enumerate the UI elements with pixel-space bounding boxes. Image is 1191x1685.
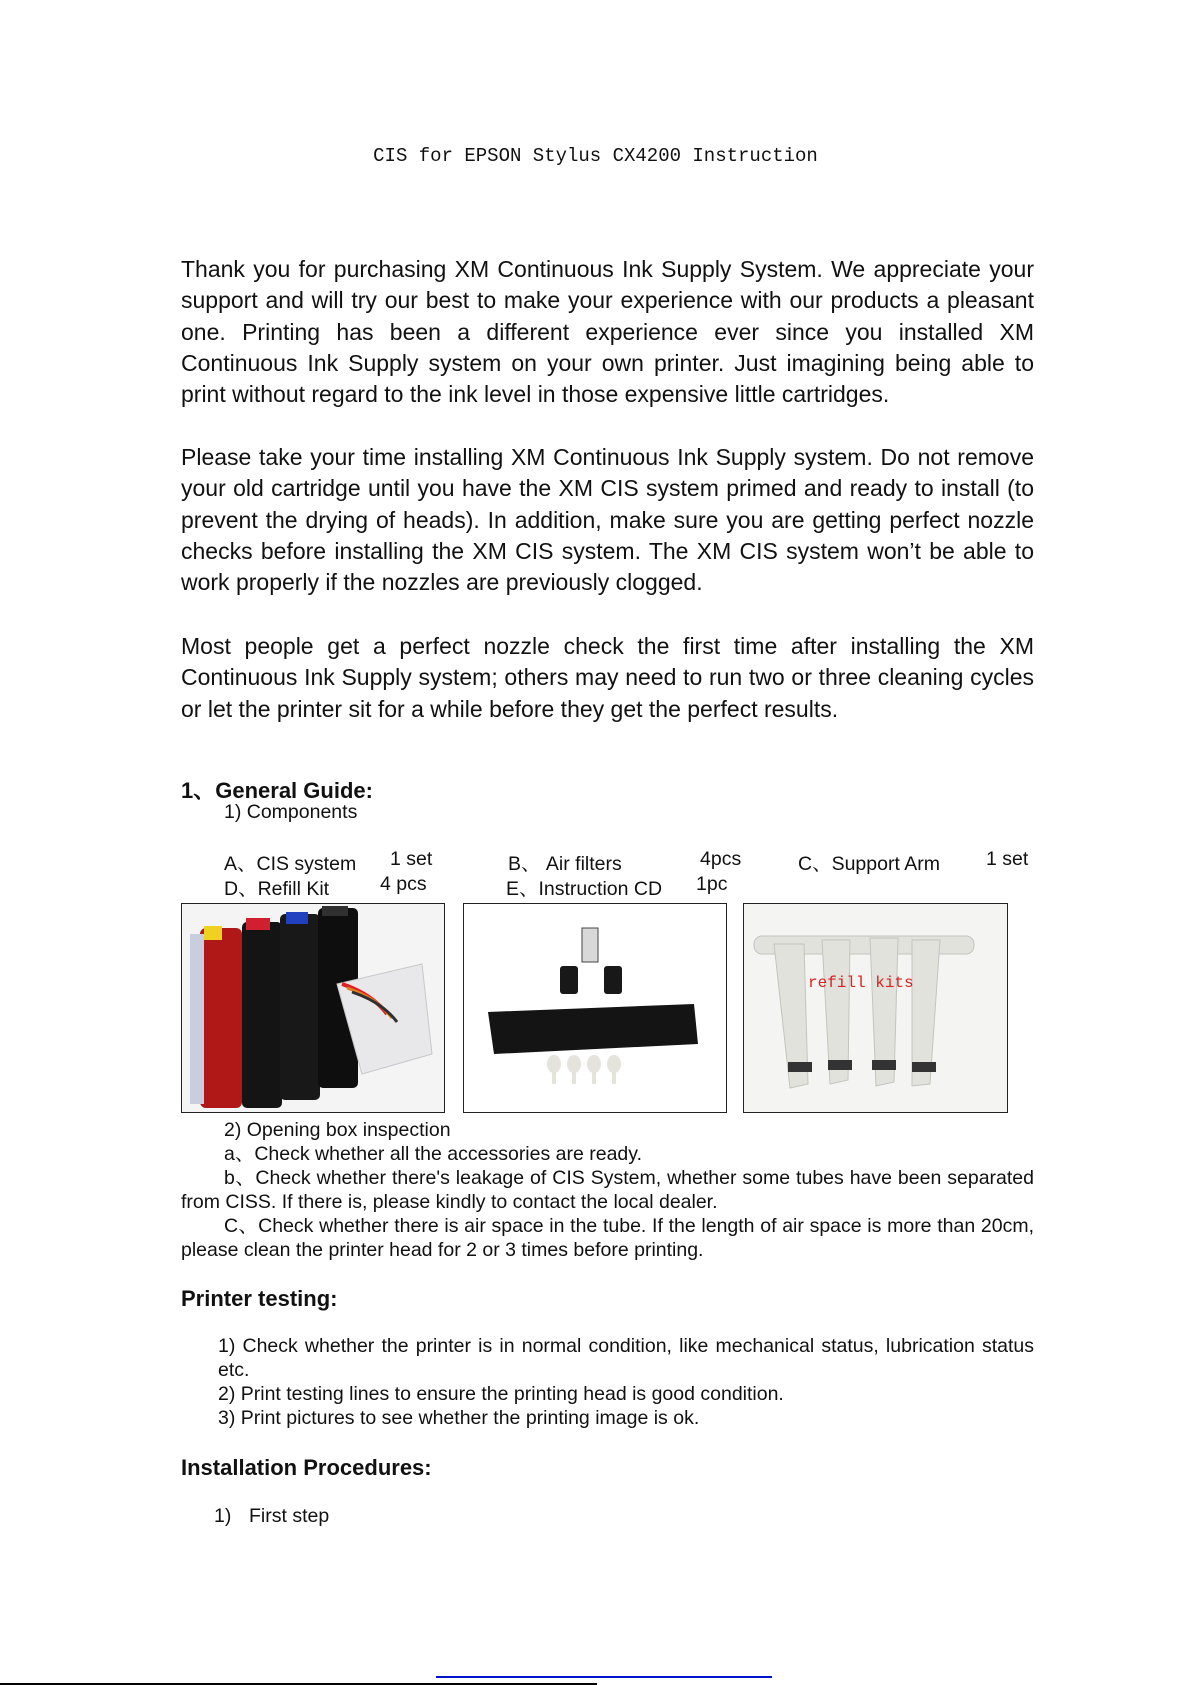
component-qty: 4pcs <box>700 848 742 870</box>
installation-step-number: 1) <box>214 1505 232 1527</box>
component-qty: 1 set <box>390 848 433 870</box>
component-qty: 1pc <box>696 873 728 895</box>
inspection-item-c: C、Check whether there is air space in the tube. If the length of air space is more than 20cm, please clean the printer head for 2 or 3 times before printing. <box>181 1215 1034 1261</box>
refill-kits-photo <box>743 903 1008 1113</box>
footer-link-underline[interactable] <box>436 1676 772 1678</box>
component-a <box>224 848 356 876</box>
component-qty: 4 pcs <box>380 873 427 895</box>
printer-testing-heading: Printer testing: <box>181 1286 338 1311</box>
printer-testing-item-2: 2) Print testing lines to ensure the printing head is good condition. <box>218 1383 784 1405</box>
component-e: E、Instruction CD <box>506 878 663 900</box>
inspection-label: 2) Opening box inspection <box>224 1119 451 1141</box>
component-b: B、 Air filters <box>508 853 622 875</box>
installation-heading: Installation Procedures: <box>181 1455 432 1480</box>
general-guide-heading: 1、General Guide: <box>181 778 373 803</box>
document-title: CIS for EPSON Stylus CX4200 Instruction <box>373 145 818 167</box>
component-d: D、Refill Kit <box>224 878 330 900</box>
inspection-item-b: b、Check whether there's leakage of CIS System, whether some tubes have been separated from CISS. If there is, please kindly to contact the local dealer. <box>181 1167 1034 1213</box>
component-qty: 1 set <box>986 848 1029 870</box>
cis-system-photo <box>181 903 445 1113</box>
intro-paragraph-3: Most people get a perfect nozzle check the first time after installing the XM Continuous Ink Supply system; others may need to run two or three cleaning cycles or let the printer sit for a while before they get the perfect results. <box>181 633 1034 722</box>
installation-step-label: First step <box>249 1505 330 1527</box>
intro-paragraph-2: Please take your time installing XM Continuous Ink Supply system. Do not remove your old cartridge until you have the XM CIS system primed and ready to install (to prevent the drying of heads). In addition, make sure you are getting perfect nozzle checks before installing the XM CIS system. The XM CIS system won’t be able to work properly if the nozzles are previously clogged. <box>181 444 1034 596</box>
printer-testing-item-3: 3) Print pictures to see whether the printing image is ok. <box>218 1407 700 1429</box>
component-name: A、CIS system <box>224 853 357 875</box>
refill-kits-caption: refill kits <box>808 974 914 992</box>
component-c: C、Support Arm <box>798 853 940 875</box>
printer-testing-item-1: 1) Check whether the printer is in normal condition, like mechanical status, lubrication status etc. <box>218 1335 1034 1381</box>
components-label: 1) Components <box>224 801 358 823</box>
intro-paragraph-1: Thank you for purchasing XM Continuous Ink Supply System. We appreciate your support and will try our best to make your experience with our products a pleasant one. Printing has been a different experience ever since you installed XM Continuous Ink Supply system on your own printer. Just imagining being able to print without regard to the ink level in those expensive little cartridges. <box>181 256 1034 408</box>
air-filters-support-arm-photo <box>463 903 727 1113</box>
inspection-item-a: a、Check whether all the accessories are ready. <box>224 1143 643 1165</box>
